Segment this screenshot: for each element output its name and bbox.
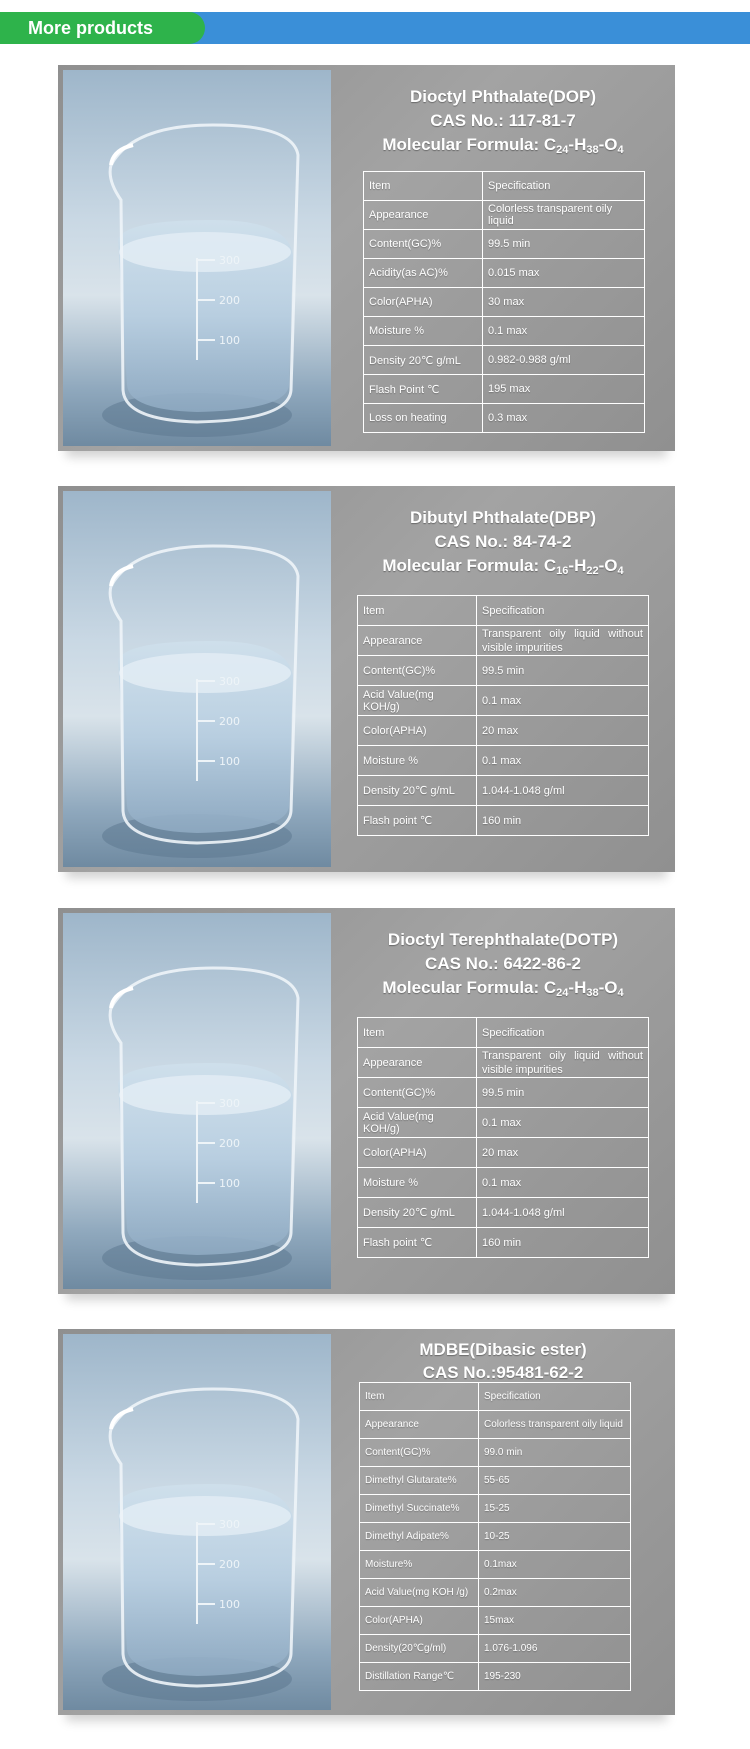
beaker-icon bbox=[63, 1334, 331, 1710]
spec-value-cell: 0.1 max bbox=[483, 317, 645, 346]
spec-row bbox=[358, 1168, 649, 1198]
spec-value-cell: 55-65 bbox=[479, 1467, 631, 1495]
spec-row bbox=[360, 1579, 631, 1607]
spec-item-cell: Content(GC)% bbox=[360, 1439, 479, 1467]
spec-value-cell: Colorless transparent oily liquid bbox=[483, 201, 645, 230]
spec-value-cell: 195 max bbox=[483, 375, 645, 404]
spec-value-cell: 195-230 bbox=[479, 1663, 631, 1691]
spec-item-cell: Appearance bbox=[360, 1411, 479, 1439]
spec-item-cell: Color(APHA) bbox=[364, 288, 483, 317]
beaker-photo bbox=[63, 1334, 331, 1710]
spec-row bbox=[358, 656, 649, 686]
more-products-tab[interactable]: More products bbox=[0, 12, 205, 44]
spec-value-cell: 20 max bbox=[477, 1138, 649, 1168]
spec-row bbox=[358, 686, 649, 716]
spec-value-cell: 0.1 max bbox=[477, 1168, 649, 1198]
beaker-icon bbox=[63, 913, 331, 1289]
spec-value-cell: 160 min bbox=[477, 1228, 649, 1258]
spec-table bbox=[357, 1017, 649, 1258]
spec-value-cell: 1.044-1.048 g/ml bbox=[477, 776, 649, 806]
section-banner bbox=[0, 12, 750, 44]
spec-row bbox=[360, 1495, 631, 1523]
spec-row bbox=[364, 317, 645, 346]
spec-row bbox=[360, 1439, 631, 1467]
svg-text:200: 200 bbox=[219, 1558, 240, 1571]
spec-header-row bbox=[364, 172, 645, 201]
spec-value-cell: 0.1 max bbox=[477, 1108, 649, 1138]
spec-row bbox=[358, 626, 649, 656]
spec-value-cell: 0.982-0.988 g/ml bbox=[483, 346, 645, 375]
spec-value-cell: Specification bbox=[479, 1383, 631, 1411]
spec-value-cell: Specification bbox=[477, 1018, 649, 1048]
product-title: Dioctyl Terephthalate(DOTP) bbox=[387, 930, 619, 949]
spec-item-cell: Color(APHA) bbox=[358, 716, 477, 746]
spec-value-cell: 1.044-1.048 g/ml bbox=[477, 1198, 649, 1228]
spec-item-cell: Moisture % bbox=[358, 1168, 477, 1198]
beaker-photo bbox=[63, 913, 331, 1289]
spec-value-cell: 160 min bbox=[477, 806, 649, 836]
spec-item-cell: Loss on heating bbox=[364, 404, 483, 433]
spec-item-cell: Density 20℃ g/mL bbox=[364, 346, 483, 375]
beaker-icon bbox=[63, 70, 331, 446]
spec-item-cell: Density 20℃ g/mL bbox=[358, 1198, 477, 1228]
spec-value-cell: 0.1 max bbox=[477, 686, 649, 716]
spec-row bbox=[358, 1078, 649, 1108]
product-card-dbp[interactable] bbox=[58, 486, 675, 872]
spec-item-cell: Flash point ℃ bbox=[358, 1228, 477, 1258]
spec-item-cell: Moisture % bbox=[364, 317, 483, 346]
beaker-photo bbox=[63, 491, 331, 867]
svg-text:300: 300 bbox=[219, 1097, 240, 1110]
spec-value-cell: Colorless transparent oily liquid bbox=[479, 1411, 631, 1439]
spec-value-cell: 30 max bbox=[483, 288, 645, 317]
spec-item-cell: Acid Value(mg KOH /g) bbox=[360, 1579, 479, 1607]
spec-value-cell: Specification bbox=[483, 172, 645, 201]
spec-item-cell: Dimethyl Glutarate% bbox=[360, 1467, 479, 1495]
spec-value-cell: 99.5 min bbox=[477, 656, 649, 686]
spec-row bbox=[364, 259, 645, 288]
spec-row bbox=[358, 716, 649, 746]
product-cas: CAS No.: 84-74-2 bbox=[434, 532, 572, 551]
spec-row bbox=[358, 806, 649, 836]
svg-text:200: 200 bbox=[219, 1137, 240, 1150]
spec-item-cell: Color(APHA) bbox=[358, 1138, 477, 1168]
svg-text:200: 200 bbox=[219, 294, 240, 307]
spec-item-cell: Density 20℃ g/mL bbox=[358, 776, 477, 806]
spec-row bbox=[358, 1138, 649, 1168]
svg-text:100: 100 bbox=[219, 755, 240, 768]
spec-row bbox=[360, 1663, 631, 1691]
product-title: MDBE(Dibasic ester) bbox=[419, 1340, 587, 1359]
spec-value-cell: Transparent oily liquid without visible impurities bbox=[477, 626, 649, 656]
product-cas: CAS No.: 117-81-7 bbox=[430, 111, 576, 130]
spec-item-cell: Item bbox=[358, 596, 477, 626]
product-card-mdbe[interactable] bbox=[58, 1329, 675, 1715]
spec-table bbox=[363, 171, 645, 433]
spec-item-cell: Flash Point ℃ bbox=[364, 375, 483, 404]
svg-text:300: 300 bbox=[219, 1518, 240, 1531]
svg-text:200: 200 bbox=[219, 715, 240, 728]
spec-row bbox=[360, 1523, 631, 1551]
product-title: Dioctyl Phthalate(DOP) bbox=[409, 87, 597, 106]
spec-value-cell: 0.1 max bbox=[477, 746, 649, 776]
product-formula: Molecular Formula: $C_{24}-H_{38}-O_4$ bbox=[382, 978, 624, 999]
spec-item-cell: Content(GC)% bbox=[358, 1078, 477, 1108]
spec-item-cell: Density(20℃g/ml) bbox=[360, 1635, 479, 1663]
spec-value-cell: Transparent oily liquid without visible impurities bbox=[477, 1048, 649, 1078]
beaker-photo bbox=[63, 70, 331, 446]
beaker-icon bbox=[63, 491, 331, 867]
svg-text:300: 300 bbox=[219, 675, 240, 688]
spec-value-cell: 99.5 min bbox=[483, 230, 645, 259]
spec-row bbox=[364, 201, 645, 230]
spec-item-cell: Color(APHA) bbox=[360, 1607, 479, 1635]
product-cas: CAS No.: 6422-86-2 bbox=[425, 954, 581, 973]
spec-value-cell: 1.076-1.096 bbox=[479, 1635, 631, 1663]
spec-item-cell: Appearance bbox=[358, 1048, 477, 1078]
spec-row bbox=[360, 1467, 631, 1495]
spec-item-cell: Dimethyl Adipate% bbox=[360, 1523, 479, 1551]
spec-header-row bbox=[358, 1018, 649, 1048]
spec-row bbox=[364, 346, 645, 375]
spec-value-cell: 15-25 bbox=[479, 1495, 631, 1523]
spec-row bbox=[364, 230, 645, 259]
spec-row bbox=[360, 1635, 631, 1663]
spec-value-cell: 15max bbox=[479, 1607, 631, 1635]
spec-row bbox=[364, 375, 645, 404]
product-title: Dibutyl Phthalate(DBP) bbox=[409, 508, 597, 527]
spec-row bbox=[358, 1228, 649, 1258]
spec-value-cell: 0.1max bbox=[479, 1551, 631, 1579]
spec-row bbox=[358, 776, 649, 806]
spec-row bbox=[360, 1607, 631, 1635]
spec-row bbox=[358, 746, 649, 776]
spec-item-cell: Appearance bbox=[364, 201, 483, 230]
svg-text:100: 100 bbox=[219, 334, 240, 347]
spec-row bbox=[364, 288, 645, 317]
spec-value-cell: 20 max bbox=[477, 716, 649, 746]
product-card-dop[interactable] bbox=[58, 65, 675, 451]
spec-row bbox=[360, 1411, 631, 1439]
spec-item-cell: Acid Value(mg KOH/g) bbox=[358, 1108, 477, 1138]
spec-row bbox=[358, 1048, 649, 1078]
product-formula: Molecular Formula: $C_{24}-H_{38}-O_4$ bbox=[382, 135, 624, 156]
product-card-dotp[interactable] bbox=[58, 908, 675, 1294]
spec-item-cell: Flash point ℃ bbox=[358, 806, 477, 836]
svg-text:100: 100 bbox=[219, 1598, 240, 1611]
spec-table bbox=[359, 1382, 631, 1691]
spec-value-cell: 0.2max bbox=[479, 1579, 631, 1607]
spec-row bbox=[364, 404, 645, 433]
spec-table bbox=[357, 595, 649, 836]
spec-item-cell: Distillation Range℃ bbox=[360, 1663, 479, 1691]
spec-value-cell: 0.015 max bbox=[483, 259, 645, 288]
spec-item-cell: Appearance bbox=[358, 626, 477, 656]
spec-item-cell: Moisture % bbox=[358, 746, 477, 776]
spec-row bbox=[360, 1551, 631, 1579]
spec-item-cell: Dimethyl Succinate% bbox=[360, 1495, 479, 1523]
spec-item-cell: Acid Value(mg KOH/g) bbox=[358, 686, 477, 716]
spec-item-cell: Item bbox=[360, 1383, 479, 1411]
spec-row bbox=[358, 1198, 649, 1228]
spec-value-cell: 99.5 min bbox=[477, 1078, 649, 1108]
spec-header-row bbox=[360, 1383, 631, 1411]
svg-text:300: 300 bbox=[219, 254, 240, 267]
spec-item-cell: Moisture% bbox=[360, 1551, 479, 1579]
spec-row bbox=[358, 1108, 649, 1138]
product-formula: Molecular Formula: $C_{16}-H_{22}-O_4$ bbox=[382, 556, 624, 577]
spec-value-cell: 99.0 min bbox=[479, 1439, 631, 1467]
spec-item-cell: Item bbox=[358, 1018, 477, 1048]
spec-item-cell: Item bbox=[364, 172, 483, 201]
spec-item-cell: Content(GC)% bbox=[358, 656, 477, 686]
spec-item-cell: Content(GC)% bbox=[364, 230, 483, 259]
svg-text:100: 100 bbox=[219, 1177, 240, 1190]
spec-value-cell: 10-25 bbox=[479, 1523, 631, 1551]
spec-value-cell: Specification bbox=[477, 596, 649, 626]
product-cas: CAS No.:95481-62-2 bbox=[422, 1363, 584, 1382]
spec-value-cell: 0.3 max bbox=[483, 404, 645, 433]
spec-item-cell: Acidity(as AC)% bbox=[364, 259, 483, 288]
spec-header-row bbox=[358, 596, 649, 626]
